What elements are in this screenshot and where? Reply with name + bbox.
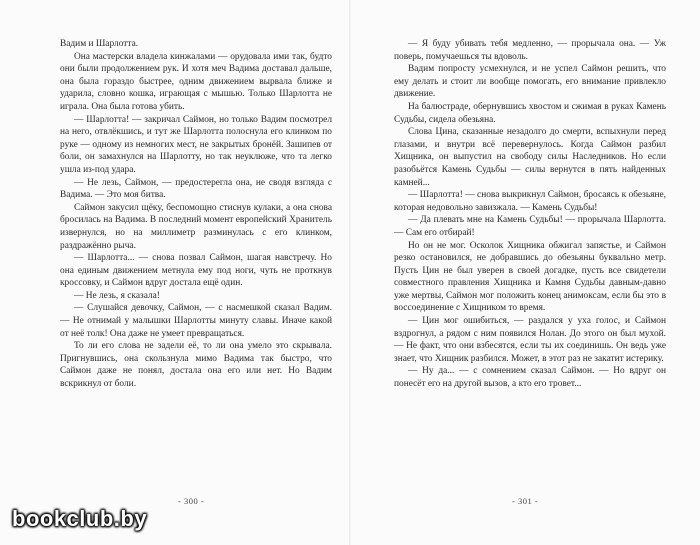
page-number-right: - 301 -: [512, 496, 539, 506]
paragraph: — Ну да... — с сомнением сказал Саймон. — Но вдруг он понесёт его на другой вызов, а кто его тровет...: [394, 366, 666, 390]
paragraph: Она мастерски владела кинжалами — орудовала ими так, будто они были продолжением рук. И хотя меч Вадима доставал дальше, она была гораздо быстрее, одним движением вырвала ближе и ударила, словно кошка, играющая с мышью. Только Шарлотта не играла. Она была готова убить.: [60, 51, 332, 112]
paragraph: — Не лезь, Саймон, — предостерегла она, не сводя взгляда с Вадима. — Это моя битва.: [60, 177, 332, 201]
paragraph: Но он не мог. Осколок Хищника обжигал запястье, и Саймон резко остановился, не добравшись до обезьяны буквально метр. Пусть Цин не был уверен в своей догадке, пусть все свидетели совместного правления Хищника и Камня Судьбы давным-давно уже мертвы, Саймон мог положить конец анимоксам, если бы это в воссоединение с Хищником то время.: [394, 240, 666, 314]
paragraph: Слова Цина, сказанные незадолго до смерти, вспыхнули перед глазами, и внутри всё перевернулось. Когда Саймон разбил Хищника, он выпустил на свободу силы Наследников. Но если разобьётся Камень Судьбы — силы вернутся в пять найденных камней...: [394, 127, 666, 188]
book-gutter: [349, 0, 351, 545]
paragraph: — Шарлотта! — снова выкрикнул Саймон, бросаясь к обезьяне, которая недовольно завизжала. — Камень Судьбы!: [394, 190, 666, 213]
paragraph: — Шарлотта... — снова позвал Саймон, шагая навстречу. Но она единым движением метнула ему под ноги, чуть не проткнув кроссовку, и Саймон вдруг достала ещё один.: [60, 253, 332, 289]
right-page: [394, 38, 666, 508]
paragraph: — Шарлотта! — закричал Саймон, но только Вадим посмотрел на него, отвлёкшись, и тут же Шарлотта полоснула его клинком по руке — одному из немногих мест, не закрытых бронёй. Зашипев от боли, он замахнулся на Шарлотту, но так неуклюже, что та легко ушла из-под удара.: [60, 114, 332, 175]
paragraph: — Да плевать мне на Камень Судьбы! — прорычала Шарлотта. — Сам его отбирай!: [394, 215, 666, 238]
paragraph: — Не лезь, я сказала!: [74, 290, 160, 301]
paragraph: То ли его слова не задели её, то ли она умело это скрывала. Пригнувшись, она скользнула мимо Вадима так быстро, что Саймон даже не понял, достала она его или нет. Но Вадим вскрикнул от боли.: [60, 341, 332, 390]
left-page: [60, 38, 332, 508]
page-number-left: - 300 -: [178, 496, 205, 506]
paragraph: Вадим и Шарлотта.: [60, 39, 139, 49]
paragraph: Вадим попросту усмехнулся, и не успел Саймон решить, что ему делать и стоит ли вообще помогать, его внимание привлекло движение.: [394, 64, 666, 100]
paragraph: — Слушайся девочку, Саймон, — с насмешкой сказал Вадим. — Не отнимай у малышки Шарлотты минуту славы. Иначе какой от неё толк! Она даже не умеет превращаться.: [60, 303, 332, 339]
paragraph: — Цин мог ошибиться, — раздался у уха голос, и Саймон вздрогнул, а рядом с ним появился Нолан. До этого он был мухой. — Не факт, что они взбесятся, если ты их соединишь. Он ведь уже знает, что Хищник разбился. Может, в этот раз не закатит истерику.: [394, 316, 666, 364]
paragraph: — Я буду убивать тебя медленно, — прорычала она. — Уж поверь, помучаешься ты вдоволь.: [394, 39, 666, 62]
paragraph: Саймон закусил щёку, беспомощно стиснув кулаки, а она снова бросилась на Вадима. В последний момент европейский Хранитель извернулся, но на миллиметр разминулась с его клинком, раздражённо рыча.: [60, 202, 332, 251]
site-watermark: bookclub.by: [12, 506, 148, 531]
paragraph: На балюстраде, обернувшись хвостом и сжимая в руках Камень Судьбы, сидела обезьяна.: [394, 101, 666, 125]
